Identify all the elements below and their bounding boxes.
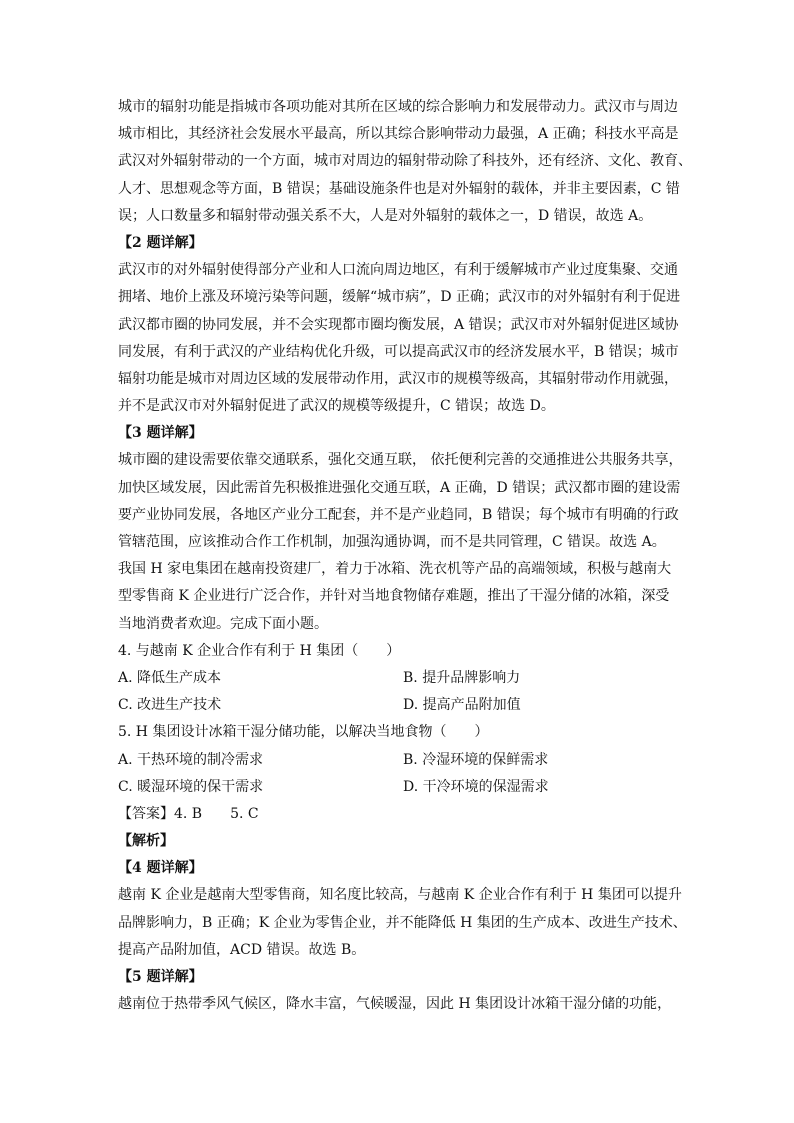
text-line: 辐射功能是城市对周边区域的发展带动作用，武汉市的规模等级高，其辐射带动作用就强， <box>118 370 678 387</box>
text-line: 城市相比，其经济社会发展水平最高，所以其综合影响带动力最强，A 正确；科技水平高是 <box>118 126 679 143</box>
question-4-option-a: A. 降低生产成本 <box>118 669 222 686</box>
text-line: 我国 H 家电集团在越南投资建厂，着力于冰箱、洗衣机等产品的高端领域，积极与越南大 <box>118 561 672 578</box>
text-line: 武汉对外辐射带动的一个方面，城市对周边的辐射带动除了科技外，还有经济、文化、教育、 <box>118 153 692 170</box>
question-4 <box>118 638 678 720</box>
text-line: 并不是武汉市对外辐射促进了武汉的规模等级提升，C 错误；故选 D。 <box>118 398 555 415</box>
answer-second: 5. C <box>230 805 259 822</box>
document-page <box>118 94 692 1018</box>
heading-q3-detail: 【3 题详解】 <box>118 425 203 442</box>
question-4-options-row-2 <box>118 692 678 719</box>
text-line: 武汉市的对外辐射使得部分产业和人口流向周边地区，有利于缓解城市产业过度集聚、交通 <box>118 262 678 279</box>
question-5-stem: 5. H 集团设计冰箱干湿分储功能，以解决当地食物（ ） <box>118 724 489 741</box>
explanation-q3-paragraph <box>118 447 683 556</box>
text-line: 提高产品附加值，ACD 错误。故选 B。 <box>118 941 366 958</box>
explanation-q2-paragraph <box>118 257 678 420</box>
answer-label: 【答案】4. B <box>118 805 203 822</box>
question-4-options-row-1 <box>118 665 678 692</box>
text-line: 同发展，有利于武汉的产业结构优化升级，可以提高武汉市的经济发展水平，B 错误；城市 <box>118 343 679 360</box>
text-line: 加快区域发展，因此需首先积极推进强化交通互联，A 正确，D 错误；武汉都市圈的建设需 <box>118 479 681 496</box>
text-line: 城市的辐射功能是指城市各项功能对其所在区域的综合影响力和发展带动力。武汉市与周边 <box>118 99 678 115</box>
question-5-option-c: C. 暖湿环境的保干需求 <box>118 778 264 795</box>
question-5-options-row-1 <box>118 747 678 774</box>
text-line: 误；人口数量多和辐射带动强关系不大，人是对外辐射的载体之一，D 错误，故选 A。 <box>118 207 653 224</box>
text-line: 型零售商 K 企业进行广泛合作，并针对当地食物储存难题，推出了干湿分储的冰箱，深受 <box>118 588 670 605</box>
question-5-option-a: A. 干热环境的制冷需求 <box>118 751 264 768</box>
heading-analysis: 【解析】 <box>118 833 174 850</box>
question-4-option-b: B. 提升品牌影响力 <box>403 669 521 686</box>
text-line: 要产业协同发展，各地区产业分工配套，并不是产业趋同，B 错误；每个城市有明确的行政 <box>118 506 679 523</box>
heading-q5-detail: 【5 题详解】 <box>118 969 203 985</box>
text-line: 武汉都市圈的协同发展，并不会实现都市圈均衡发展，A 错误；武汉市对外辐射促进区域协 <box>118 316 679 333</box>
question-intro-paragraph <box>118 556 678 638</box>
text-line: 越南位于热带季风气候区，降水丰富，气候暖湿，因此 H 集团设计冰箱干湿分储的功能， <box>118 996 672 1013</box>
explanation-q4-paragraph <box>118 882 687 964</box>
text-line: 越南 K 企业是越南大型零售商，知名度比较高，与越南 K 企业合作有利于 H 集团可以提升 <box>118 887 682 904</box>
question-4-option-c: C. 改进生产技术 <box>118 697 222 714</box>
heading-q2-detail: 【2 题详解】 <box>118 234 203 251</box>
question-4-option-d: D. 提高产品附加值 <box>403 697 521 714</box>
question-5-option-d: D. 干冷环境的保湿需求 <box>403 778 549 795</box>
text-line: 当地消费者欢迎。完成下面小题。 <box>118 615 328 632</box>
text-line: 城市圈的建设需要依靠交通联系，强化交通互联， 依托便利完善的交通推进公共服务共享， <box>118 452 683 469</box>
text-line: 人才、思想观念等方面，B 错误；基础设施条件也是对外辐射的载体，并非主要因素，C 错 <box>118 180 680 197</box>
text-line: 管辖范围，应该推动合作工作机制，加强沟通协调，而不是共同管理，C 错误。故选 A。 <box>118 534 666 550</box>
question-4-stem: 4. 与越南 K 企业合作有利于 H 集团（ ） <box>118 642 401 659</box>
answer-line <box>118 801 678 828</box>
question-5-options-row-2 <box>118 774 678 801</box>
explanation-q1-paragraph <box>118 94 692 230</box>
heading-q4-detail: 【4 题详解】 <box>118 860 203 877</box>
explanation-q5-paragraph <box>118 991 678 1018</box>
question-5-option-b: B. 冷湿环境的保鲜需求 <box>403 751 549 768</box>
text-line: 拥堵、地价上涨及环境污染等问题，缓解“城市病”，D 正确；武汉市的对外辐射有利于促进 <box>118 289 680 306</box>
text-line: 品牌影响力，B 正确；K 企业为零售企业，并不能降低 H 集团的生产成本、改进生产技术、 <box>118 914 687 931</box>
question-5 <box>118 719 678 801</box>
